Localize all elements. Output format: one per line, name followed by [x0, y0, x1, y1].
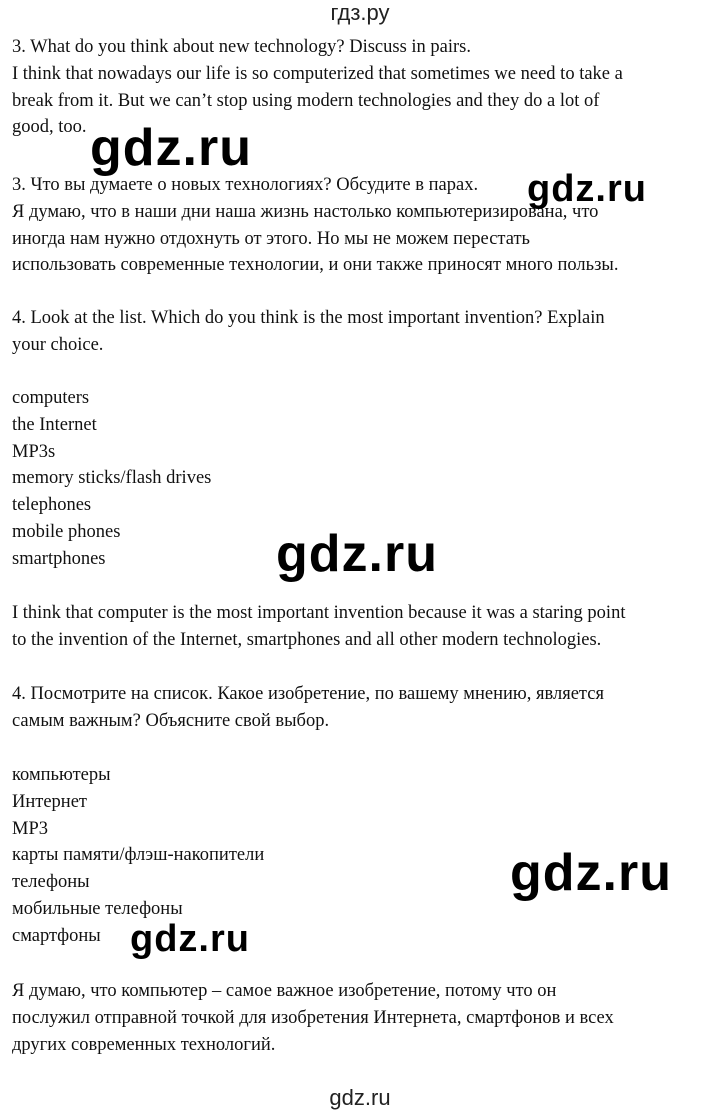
list-item: telephones [12, 495, 92, 516]
watermark-logo: gdz.ru [130, 918, 250, 960]
watermark-logo: gdz.ru [510, 844, 672, 902]
list-item: computers [12, 388, 90, 408]
answer-3-en-line-2: break from it. But we can’t stop using modern technologies and they do a lot of [12, 90, 600, 111]
question-3-en: 3. What do you think about new technology? Discuss in pairs. [12, 37, 472, 57]
section-4-russian-question [12, 681, 712, 735]
answer-4-en-line-1: I think that computer is the most important invention because it was a staring point [12, 603, 626, 623]
answer-4-ru-line-2: послужил отправной точкой для изобретения Интернета, смартфонов и всех [12, 1007, 614, 1028]
site-header-label: гдз.ру [330, 0, 390, 25]
section-4-english-answer [12, 600, 712, 654]
answer-3-en-line-1: I think that nowadays our life is so computerized that sometimes we need to take a [12, 63, 623, 84]
list-item: mobile phones [12, 521, 121, 542]
answer-3-ru-line-2: иногда нам нужно отдохнуть от этого. Но мы не можем перестать [12, 228, 530, 249]
list-item: the Internet [12, 414, 97, 435]
question-4-ru-line-2: самым важным? Объясните свой выбор. [12, 710, 330, 731]
answer-4-ru-line-1: Я думаю, что компьютер – самое важное изобретение, потому что он [12, 981, 557, 1001]
list-item: карты памяти/флэш-накопители [12, 845, 265, 866]
list-item: мобильные телефоны [12, 898, 183, 919]
list-item: Интернет [12, 791, 88, 812]
list-item: MP3s [12, 441, 56, 462]
section-4-english-question [12, 305, 712, 359]
answer-3-ru-line-1: Я думаю, что в наши дни наша жизнь настолько компьютеризирована, что [12, 201, 599, 222]
question-4-ru-line-1: 4. Посмотрите на список. Какое изобретение, по вашему мнению, является [12, 684, 604, 704]
question-4-en-line-1: 4. Look at the list. Which do you think is the most important invention? Explain [12, 308, 605, 328]
list-item: smartphones [12, 548, 106, 569]
site-footer-label: gdz.ru [329, 1085, 391, 1110]
watermark-logo: gdz.ru [90, 119, 252, 177]
question-3-ru: 3. Что вы думаете о новых технологиях? Обсудите в парах. [12, 175, 479, 195]
answer-4-ru-line-3: других современных технологий. [12, 1034, 276, 1055]
watermark-logo: gdz.ru [527, 168, 647, 210]
answer-3-ru-line-3: использовать современные технологии, и они также приносят много пользы. [12, 255, 619, 276]
list-item: MP3 [12, 818, 48, 839]
section-4-russian-answer [12, 978, 712, 1058]
question-4-en-line-2: your choice. [12, 334, 104, 355]
list-item: телефоны [12, 872, 90, 893]
list-item: смартфоны [12, 925, 101, 946]
list-item: компьютеры [12, 765, 111, 785]
answer-3-en-line-3: good, too. [12, 117, 87, 138]
answer-4-en-line-2: to the invention of the Internet, smartphones and all other modern technologies. [12, 629, 602, 650]
watermark-logo: gdz.ru [276, 525, 438, 583]
list-item: memory sticks/flash drives [12, 468, 212, 489]
